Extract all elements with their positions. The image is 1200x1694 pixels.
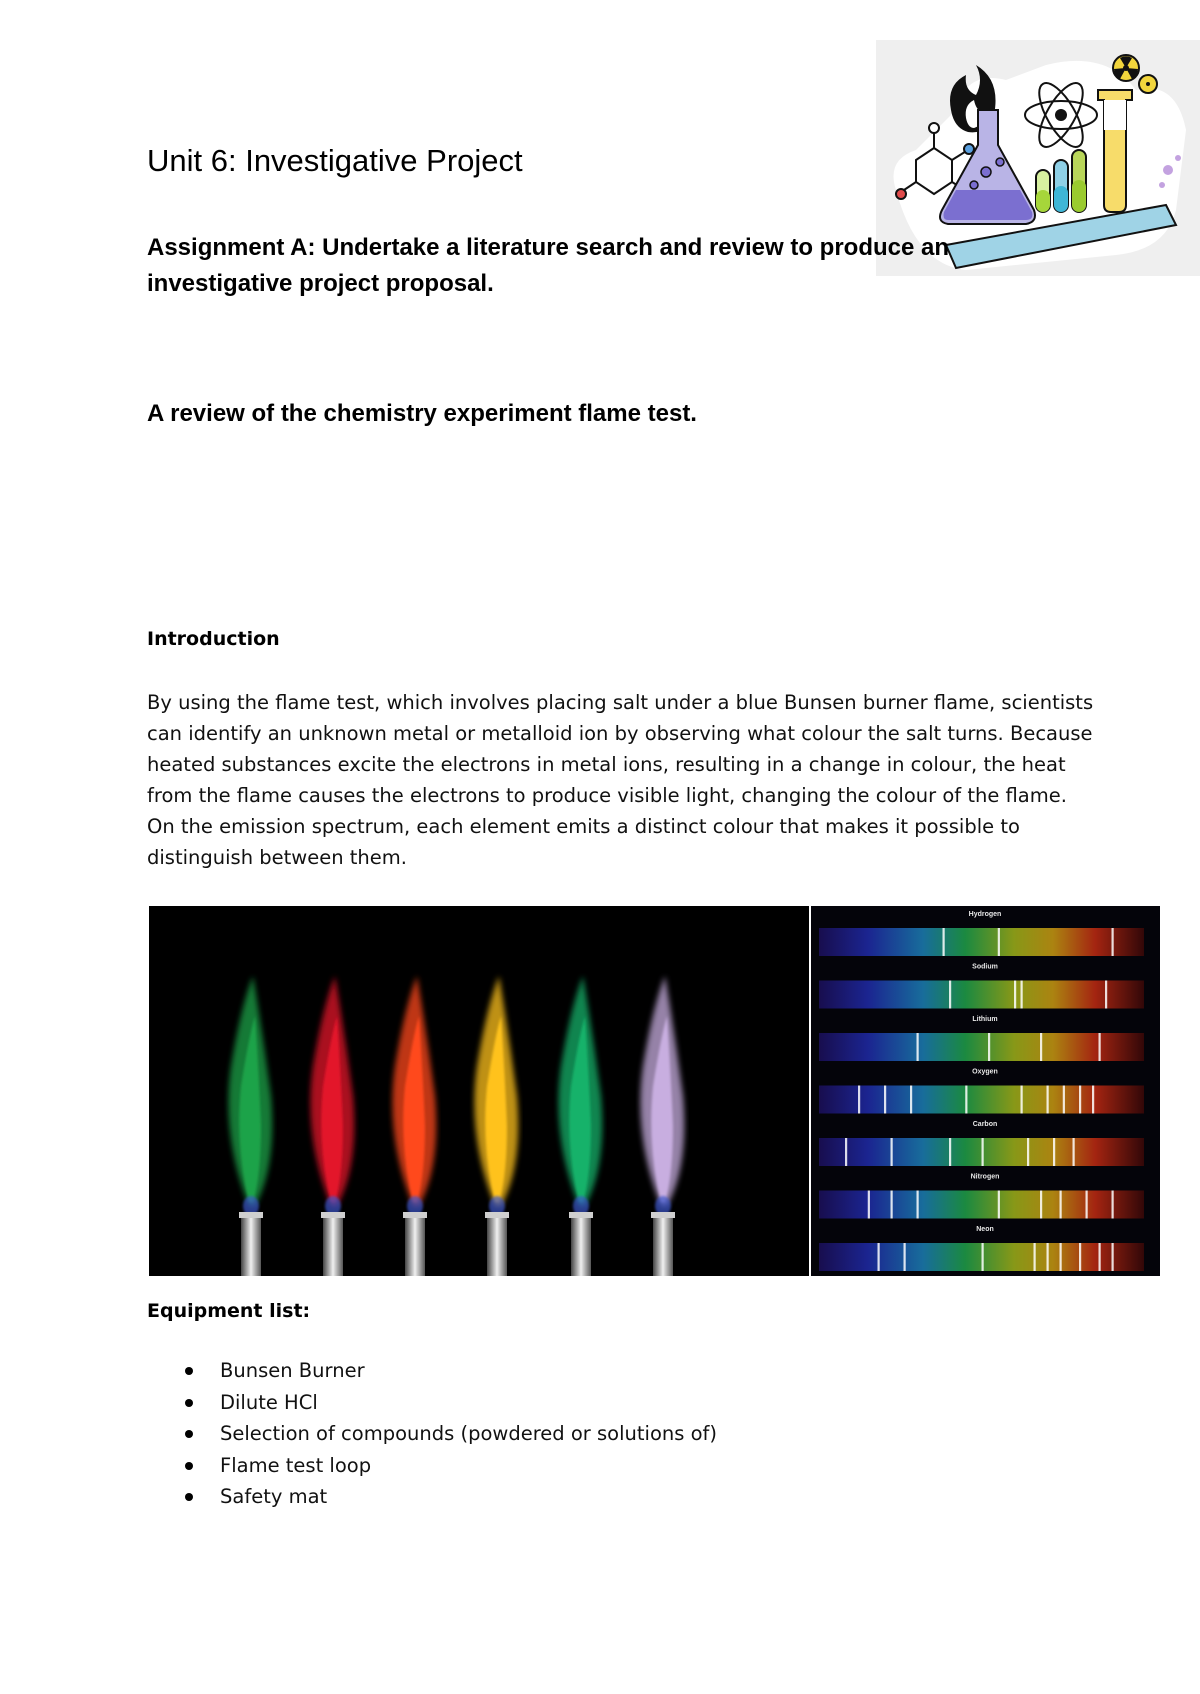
list-item-text: Selection of compounds (powdered or solutions of) [220,1422,717,1445]
spectral-line [965,1086,967,1114]
list-item-text: Dilute HCl [220,1390,318,1414]
spectrum-band [819,1086,1144,1114]
spectrum-label: Lithium [972,1016,998,1023]
spectral-line [917,1033,919,1061]
spectral-line [1099,1033,1101,1061]
spectrum-label: Oxygen [972,1068,998,1076]
spectral-line [943,928,945,956]
list-item [182,1355,717,1387]
list-item-text: Bunsen Burner [220,1359,365,1382]
bullet-icon [185,1462,193,1470]
flame-test-photo-graphic [149,906,809,1276]
spectral-line [988,1033,990,1061]
spectral-line [868,1191,870,1219]
spectral-line [1021,1086,1023,1114]
burner-nozzle [405,1216,425,1276]
flame-test-photo [149,906,809,1276]
burner-nozzle [487,1216,507,1276]
spectrum-label: Nitrogen [970,1173,1000,1181]
bullet-icon [185,1493,193,1501]
equipment-heading: Equipment list: [147,1300,311,1322]
list-item-text: Flame test loop [220,1453,372,1477]
spectral-line [1079,1086,1081,1114]
spectral-line [1086,1191,1088,1219]
spectral-line [998,928,1000,956]
introduction-paragraph: By using the flame test, which involves placing salt under a blue Bunsen burner flame, scientists can identify an unknown metal or metalloid ion by observing what colour the salt turns. Because heated substances excite the electrons in metal ions, resulting in a change in colour, the heat from the flame causes the electrons to produce visible light, changing the colour of the flame. On the emission spectrum, each element emits a distinct colour that makes it possible to distinguish between them. [147,691,1094,869]
review-title: A review of the chemistry experiment flame test. [147,400,697,427]
spectral-line [917,1191,919,1219]
page-title: Unit 6: Investigative Project [147,143,523,178]
spectral-line [1105,981,1107,1009]
list-item-text: Safety mat [220,1485,328,1508]
spectral-line [1092,1086,1094,1114]
spectrum-band [819,928,1144,956]
list-item [182,1387,717,1419]
list-item [182,1418,717,1450]
spectral-line [1073,1138,1075,1166]
spectral-line [1060,1191,1062,1219]
introduction-heading: Introduction [147,628,280,650]
spectral-line [1034,1243,1036,1271]
spectral-line [1112,928,1114,956]
equipment-list [182,1355,717,1513]
spectrum-label: Sodium [972,963,998,971]
spectral-line [1014,981,1016,1009]
bullet-icon [185,1430,193,1438]
spectral-line [891,1138,893,1166]
spectral-line [949,981,951,1009]
spectral-line [1040,1033,1042,1061]
spectral-line [1060,1243,1062,1271]
spectrum-label: Hydrogen [968,911,1002,918]
spectral-line [1040,1191,1042,1219]
bullet-icon [185,1399,193,1407]
emission-spectra-graphic [811,906,1160,1276]
spectrum-band [819,1033,1144,1061]
list-item [182,1481,717,1513]
list-item [182,1450,717,1482]
spectral-line [1047,1243,1049,1271]
spectral-line [982,1243,984,1271]
burner-nozzle [571,1216,591,1276]
emission-spectra-photo [811,906,1160,1276]
spectral-line [845,1138,847,1166]
burner-nozzle [323,1216,343,1276]
spectral-line [1112,1191,1114,1219]
spectral-line [891,1191,893,1219]
spectral-line [1053,1138,1055,1166]
spectral-line [1099,1243,1101,1271]
spectral-line [1021,981,1023,1009]
spectral-line [904,1243,906,1271]
burner-nozzle [241,1216,261,1276]
spectral-line [858,1086,860,1114]
spectral-line [1047,1086,1049,1114]
burner-nozzle [653,1216,673,1276]
spectral-line [982,1138,984,1166]
spectral-line [884,1086,886,1114]
spectral-line [1063,1086,1065,1114]
spectrum-band [819,981,1144,1009]
assignment-heading: Assignment A: Undertake a literature search and review to produce an investigative project proposal. [147,234,950,297]
spectral-line [1112,1243,1114,1271]
spectral-line [998,1191,1000,1219]
spectrum-label: Neon [976,1226,994,1233]
spectrum-label: Carbon [972,1121,998,1128]
spectral-line [1027,1138,1029,1166]
bullet-icon [185,1367,193,1375]
spectral-line [1079,1243,1081,1271]
spectral-line [878,1243,880,1271]
spectral-line [910,1086,912,1114]
spectral-line [949,1138,951,1166]
